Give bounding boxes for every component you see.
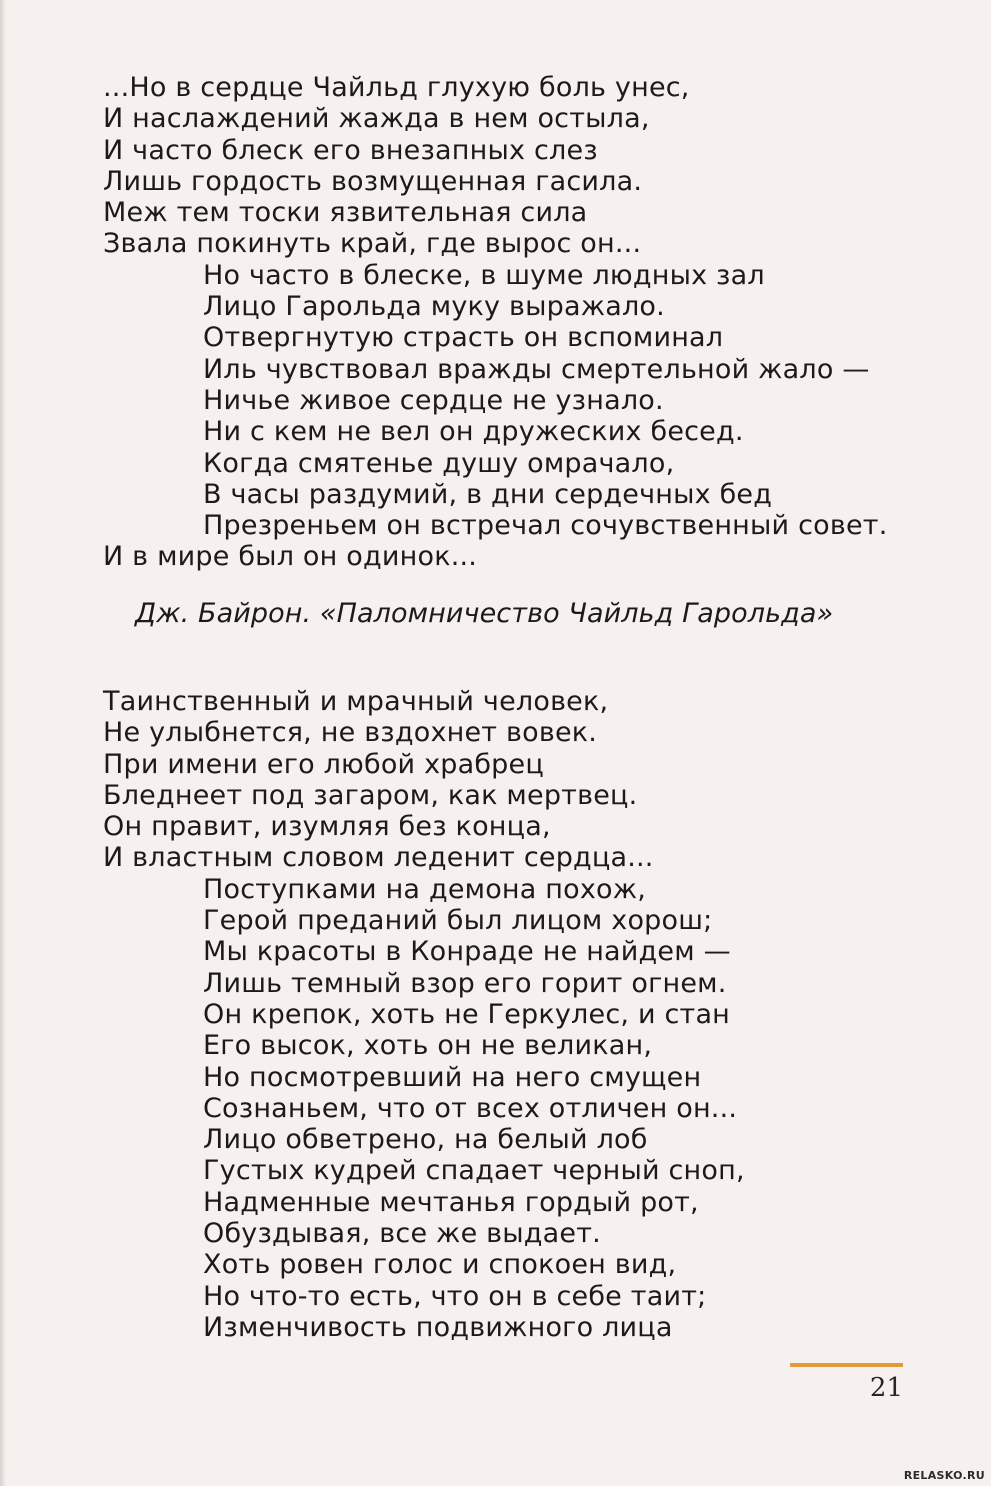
poem-line: Бледнеет под загаром, как мертвец.: [103, 779, 638, 811]
page-number: 21: [869, 1373, 903, 1403]
poem-line: Но что-то есть, что он в себе таит;: [203, 1280, 707, 1312]
poem-stanza-childe-harold: [103, 72, 923, 573]
poem-line: Хоть ровен голос и спокоен вид,: [203, 1249, 677, 1281]
poem-line: При имени его любой храбрец: [103, 748, 544, 780]
poem-line: Мы красоты в Конраде не найдем —: [203, 936, 731, 968]
poem-line: В часы раздумий, в дни сердечных бед: [203, 478, 773, 510]
poem-line: Отвергнутую страсть он вспоминал: [203, 322, 724, 354]
watermark: RELASKO.RU: [903, 1469, 985, 1482]
poem-line: Презреньем он встречал сочувственный совет.: [203, 510, 888, 542]
poem-line: Сознаньем, что от всех отличен он...: [203, 1092, 738, 1124]
page-number-rule: [790, 1363, 903, 1367]
poem-line: Когда смятенье душу омрачало,: [203, 447, 675, 479]
poem-line: Таинственный и мрачный человек,: [103, 686, 609, 717]
poem-stanza-corsair: [103, 686, 923, 1343]
poem-line: Лишь темный взор его горит огнем.: [203, 967, 727, 999]
poem-line: Ничье живое сердце не узнало.: [203, 384, 664, 416]
poem-line: Меж тем тоски язвительная сила: [103, 197, 588, 229]
poem-line: Но часто в блеске, в шуме людных зал: [203, 259, 765, 291]
poem-line: Надменные мечтанья гордый рот,: [203, 1186, 699, 1218]
poem-line: Его высок, хоть он не великан,: [203, 1030, 653, 1062]
poem-line: Он крепок, хоть не Геркулес, и стан: [203, 998, 731, 1030]
poem-line: Герой преданий был лицом хорош;: [203, 905, 713, 937]
poem-line: Но посмотревший на него смущен: [203, 1061, 702, 1093]
poem-line: И властным словом леденит сердца...: [103, 842, 654, 874]
poem-line: Ни с кем не вел он дружеских бесед.: [203, 416, 744, 448]
poem-line: И часто блеск его внезапных слез: [103, 134, 598, 166]
poem-line: Лицо обветрено, на белый лоб: [203, 1124, 648, 1156]
page-edge: [0, 0, 6, 1486]
poem-line: Он правит, изумляя без конца,: [103, 811, 551, 843]
poem-line: ...Но в сердце Чайльд глухую боль унес,: [103, 72, 690, 103]
poem-line: Поступками на демона похож,: [203, 873, 647, 905]
poem-line: Лишь гордость возмущенная гасила.: [103, 165, 643, 197]
poem-line: Изменчивость подвижного лица: [203, 1311, 673, 1343]
poem-line: Лицо Гарольда муку выражало.: [203, 291, 665, 323]
poem-line: Звала покинуть край, где вырос он...: [103, 228, 642, 260]
poem-line: Иль чувствовал вражды смертельной жало —: [203, 353, 870, 385]
attribution: Дж. Байрон. «Паломничество Чайльд Гарольда»: [135, 598, 834, 629]
poem-line: Не улыбнется, не вздохнет вовек.: [103, 717, 598, 749]
poem-line: И в мире был он одинок...: [103, 541, 478, 573]
poem-line: Густых кудрей спадает черный сноп,: [203, 1155, 745, 1187]
poem-line: И наслаждений жажда в нем остыла,: [103, 103, 650, 135]
poem-line: Обуздывая, все же выдает.: [203, 1218, 601, 1250]
